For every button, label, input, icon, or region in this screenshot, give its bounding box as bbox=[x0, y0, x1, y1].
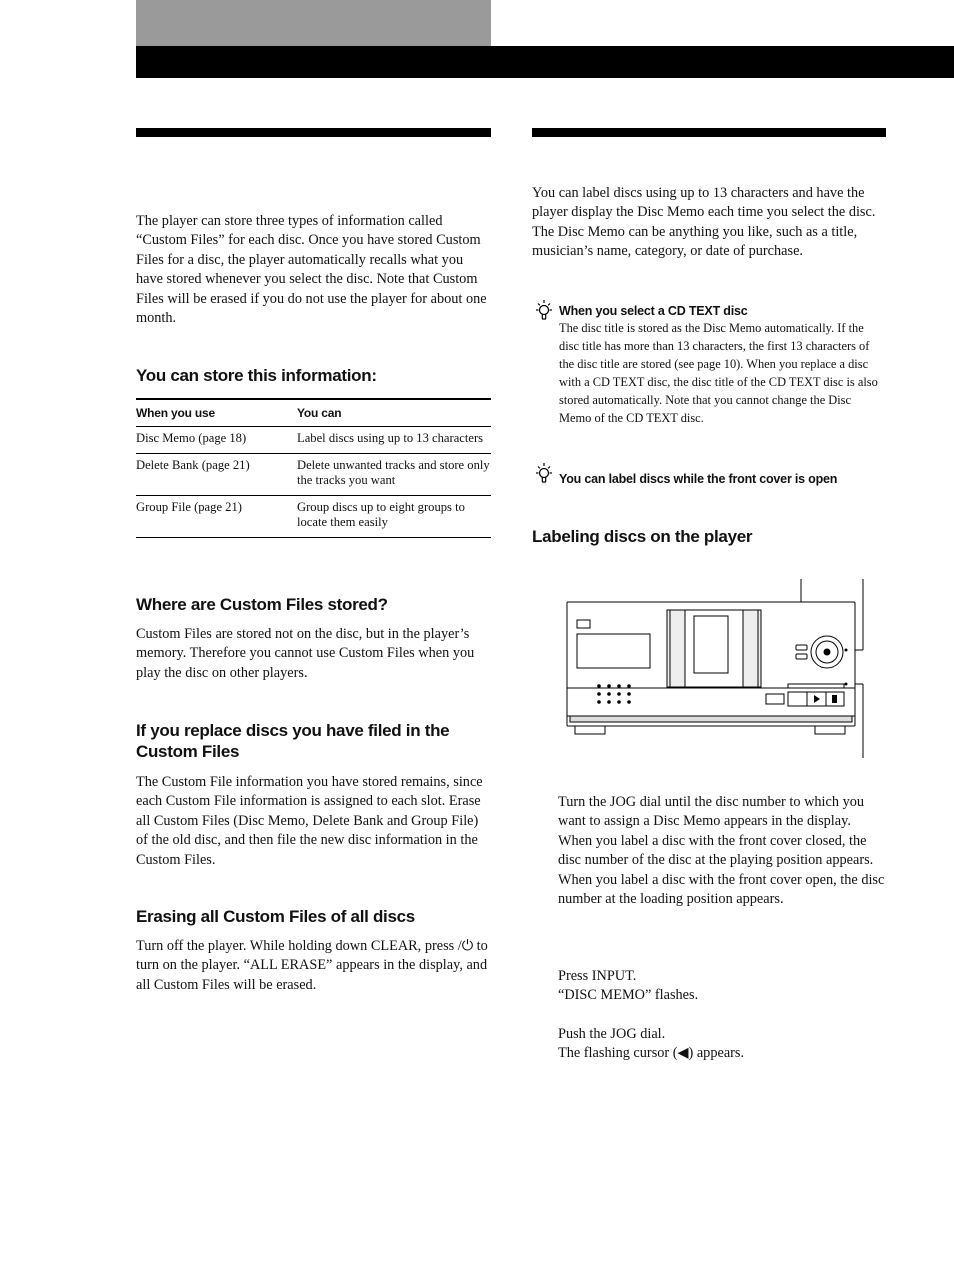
table-row bbox=[136, 453, 491, 495]
step-3-result: The flashing cursor (◀) appears. bbox=[558, 1045, 745, 1062]
table-cell-can: Delete unwanted tracks and store only the tracks you want bbox=[297, 453, 491, 495]
replace-discs-heading: If you replace discs you have filed in the Custom Files bbox=[136, 721, 450, 761]
cd-player-illustration bbox=[560, 576, 870, 762]
where-stored-heading: Where are Custom Files stored? bbox=[136, 595, 388, 614]
table-header-row bbox=[136, 399, 491, 427]
labeling-heading: Labeling discs on the player bbox=[532, 527, 753, 546]
erasing-paragraph: Turn off the player. While holding down CLEAR, press /⏻ to turn on the player. “ALL ERASE” appears in the display, and all Custom Files will be erased. bbox=[136, 938, 488, 993]
table-cell-use: Delete Bank (page 21) bbox=[136, 453, 297, 495]
tip-cd-text-title: When you select a CD TEXT disc bbox=[559, 304, 748, 318]
tip-cd-text-body: The disc title is stored as the Disc Memo automatically. If the disc title has more than 13 characters, the first 13 characters of the disc title are stored (see page 10). When you replace a disc with a CD TEXT disc, the disc title of the CD TEXT disc is also stored automatically. Note that you cannot change the Disc Memo of the CD TEXT disc. bbox=[559, 321, 878, 425]
table-cell-can: Label discs using up to 13 characters bbox=[297, 427, 491, 454]
step-3 bbox=[558, 1025, 888, 1064]
table-cell-use: Disc Memo (page 18) bbox=[136, 427, 297, 454]
table-header-can: You can bbox=[297, 399, 491, 427]
header-gray-tab bbox=[136, 0, 491, 46]
table-cell-can: Group discs up to eight groups to locate them easily bbox=[297, 499, 465, 529]
step-3-instruction: Push the JOG dial. bbox=[558, 1026, 666, 1042]
step-2-instruction: Press INPUT. bbox=[558, 968, 637, 984]
lightbulb-icon bbox=[534, 462, 554, 486]
step-1-instruction: Turn the JOG dial until the disc number to which you want to assign a Disc Memo appears in the display. bbox=[558, 794, 865, 830]
step-2 bbox=[558, 967, 888, 1006]
table-header-when: When you use bbox=[136, 399, 297, 427]
lightbulb-icon bbox=[534, 299, 554, 323]
right-section-rule bbox=[532, 128, 886, 137]
step-1-note-closed: When you label a disc with the front cover closed, the disc number of the disc at the playing position appears. bbox=[558, 832, 874, 869]
header-black-bar bbox=[136, 46, 954, 78]
left-section-rule bbox=[136, 128, 491, 137]
tip-front-cover-title: You can label discs while the front cover is open bbox=[559, 472, 838, 486]
right-intro-paragraph: You can label discs using up to 13 characters and have the player display the Disc Memo each time you select the disc. The Disc Memo can be anything you like, such as a title, musician’s name, category, or date of purchase. bbox=[532, 185, 876, 260]
table-row bbox=[136, 495, 491, 537]
step-2-result: “DISC MEMO” flashes. bbox=[558, 987, 699, 1004]
replace-discs-paragraph: The Custom File information you have stored remains, since each Custom File information is assigned to each slot. Erase all Custom Files (Disc Memo, Delete Bank and Group File) of the old disc, and then file the new disc information in the Custom Files. bbox=[136, 774, 483, 868]
where-stored-paragraph: Custom Files are stored not on the disc, but in the player’s memory. Therefore you cannot use Custom Files when you play the disc on other players. bbox=[136, 626, 475, 681]
table-row bbox=[136, 427, 491, 454]
store-info-heading: You can store this information: bbox=[136, 366, 377, 385]
erasing-heading: Erasing all Custom Files of all discs bbox=[136, 907, 415, 926]
table-cell-use: Group File (page 21) bbox=[136, 499, 242, 514]
step-1-note-open: When you label a disc with the front cover open, the disc number at the loading position appears. bbox=[558, 871, 885, 908]
custom-files-table bbox=[136, 398, 491, 538]
left-intro-paragraph: The player can store three types of information called “Custom Files” for each disc. Once you have stored Custom Files for a disc, the player automatically recalls what you have stored whenever you select the disc. Note that Custom Files will be erased if you do not use the player for about one month. bbox=[136, 213, 487, 327]
step-1 bbox=[558, 793, 888, 909]
